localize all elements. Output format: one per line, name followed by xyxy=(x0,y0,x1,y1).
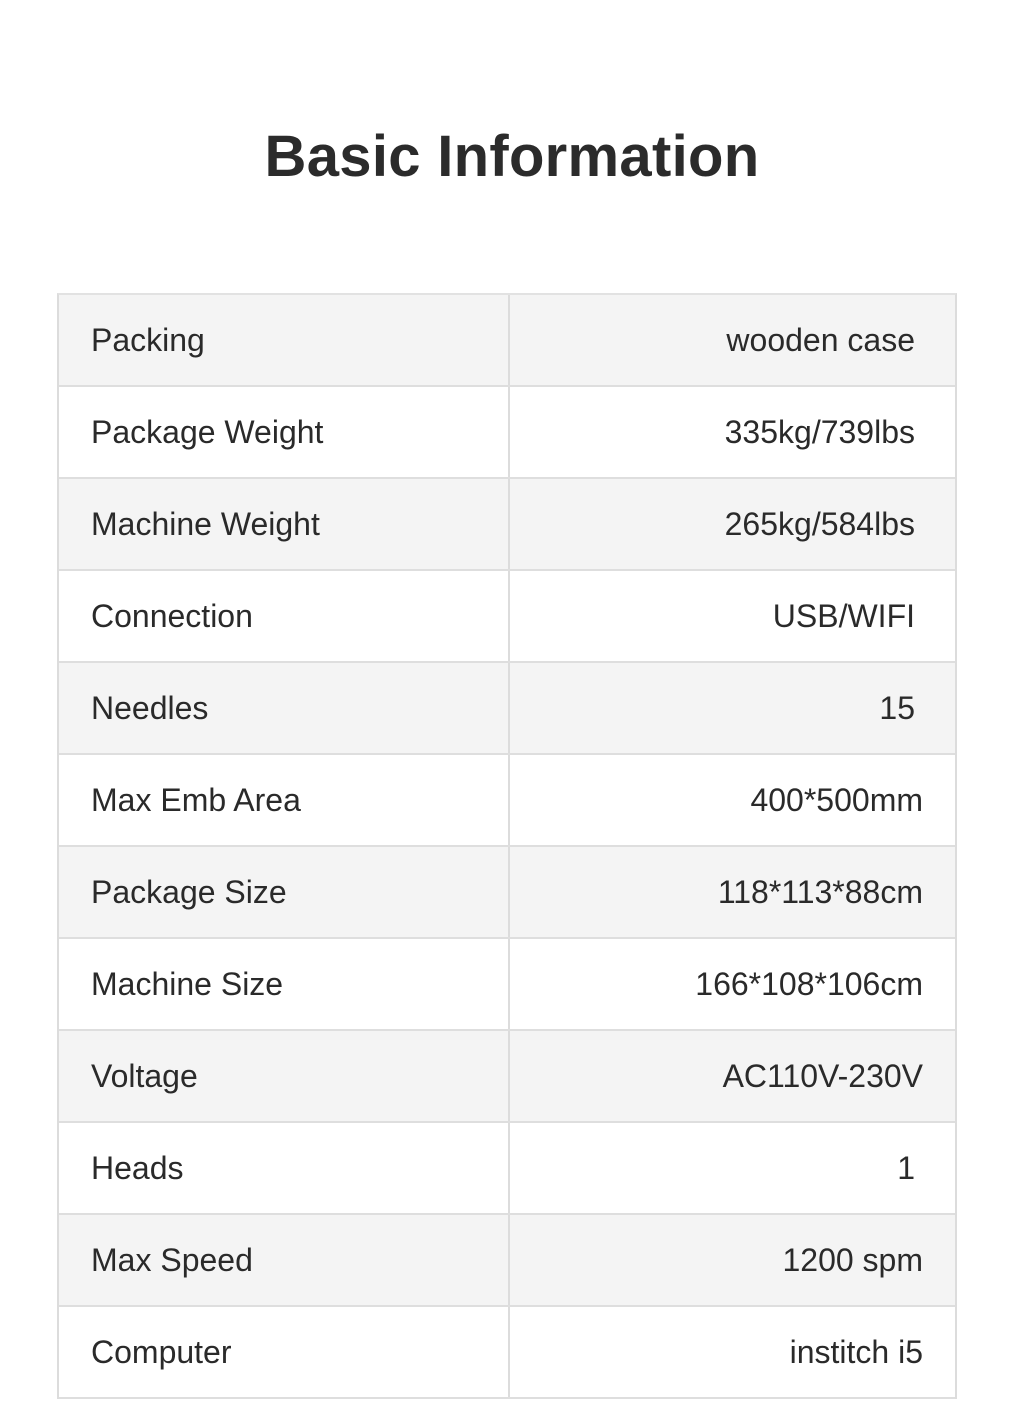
spec-label: Machine Weight xyxy=(59,479,510,569)
spec-row-package-size xyxy=(59,847,955,939)
spec-table xyxy=(57,293,957,1399)
spec-row-voltage xyxy=(59,1031,955,1123)
spec-value: 15 xyxy=(879,689,915,726)
spec-row-computer xyxy=(59,1307,955,1399)
spec-value: 400*500mm xyxy=(750,781,923,818)
spec-value: 118*113*88cm xyxy=(717,873,923,910)
spec-label: Package Weight xyxy=(59,387,510,477)
spec-label: Max Speed xyxy=(59,1215,510,1305)
spec-value: institch i5 xyxy=(789,1333,923,1370)
spec-row-packing xyxy=(59,295,955,387)
spec-row-needles xyxy=(59,663,955,755)
spec-row-machine-size xyxy=(59,939,955,1031)
spec-row-heads xyxy=(59,1123,955,1215)
spec-value: 166*108*106cm xyxy=(695,965,923,1002)
spec-label: Heads xyxy=(59,1123,510,1213)
spec-row-max-speed xyxy=(59,1215,955,1307)
spec-value: 1 xyxy=(897,1149,915,1186)
spec-label: Package Size xyxy=(59,847,510,937)
spec-label: Voltage xyxy=(59,1031,510,1121)
spec-value: 1200 spm xyxy=(782,1241,923,1278)
spec-row-package-weight xyxy=(59,387,955,479)
spec-label: Needles xyxy=(59,663,510,753)
spec-row-max-emb-area xyxy=(59,755,955,847)
spec-value: AC110V-230V xyxy=(722,1057,923,1094)
spec-row-machine-weight xyxy=(59,479,955,571)
spec-value: 265kg/584lbs xyxy=(724,505,915,542)
spec-label: Max Emb Area xyxy=(59,755,510,845)
spec-label: Connection xyxy=(59,571,510,661)
spec-value: wooden case xyxy=(726,321,915,358)
spec-value: 335kg/739lbs xyxy=(724,413,915,450)
page-title: Basic Information xyxy=(264,124,760,189)
spec-label: Packing xyxy=(59,295,510,385)
spec-label: Machine Size xyxy=(59,939,510,1029)
spec-row-connection xyxy=(59,571,955,663)
spec-value: USB/WIFI xyxy=(772,597,915,634)
spec-label: Computer xyxy=(59,1307,510,1397)
